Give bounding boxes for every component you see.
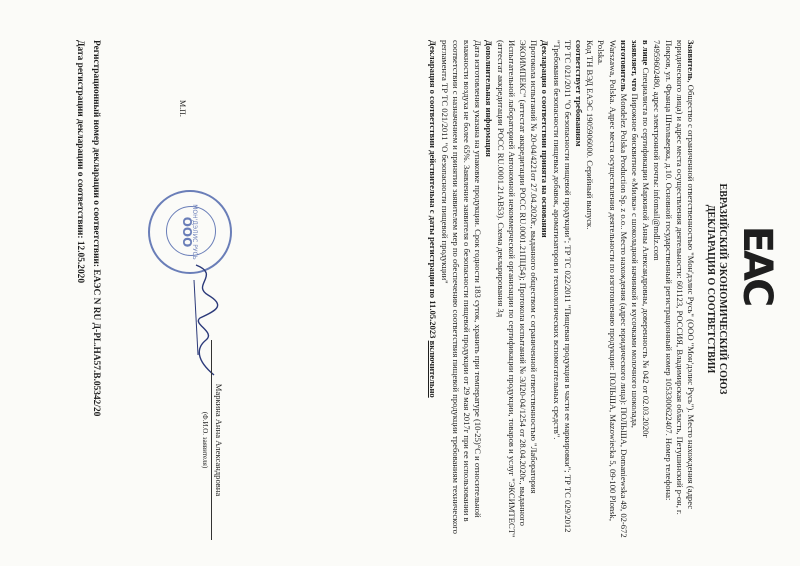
basis-label: Декларация о соответствии принята на основании — [540, 40, 551, 238]
registration-date-line — [72, 40, 88, 538]
stamp-ring-text: МОН'ДЭЛИС РУСЬ — [191, 204, 198, 260]
registration-block — [72, 40, 104, 538]
declares-label: заявляет, что — [629, 40, 640, 92]
registration-number-line — [88, 40, 104, 538]
validity-paragraph — [427, 40, 438, 538]
declares-text: Пирожное бисквитное «Милка» с шоколадной начинкой и кусочками молочного шоколада, — [629, 91, 640, 428]
code-paragraph: Код ТН ВЭД ЕАЭС 1905906000. Серийный выпуск. — [585, 40, 596, 230]
additional-text: Дата изготовления указана на упаковке продукции. Срок годности 183 суток, хранить при температуре (10-25)°C и относительной влажности воздуха не более 65%. Заявление заявителя о безопасности пищевой продукции от 29 мая 2017г при ее использовании в соответствии с назначением и принятии заявителем мер по обеспечению соответствия пищевой продукции требованиям технического регламента ТР ТС 021/2011 "О безопасности пищевой продукции" — [439, 40, 484, 534]
registration-date: 12.05.2020 — [75, 240, 85, 283]
signature-area — [154, 40, 234, 538]
signer-name: Маркина Анна Александровна — [214, 383, 224, 497]
registration-date-label: Дата регистрации декларации о соответствии: — [75, 40, 85, 239]
additional-label: Дополнительная информация — [484, 40, 495, 157]
stamp-place-label: М.П. — [178, 100, 187, 117]
declares-paragraph — [629, 40, 640, 538]
registration-number: ЕАЭС N RU Д-PL.HA57.B.05342/20 — [91, 269, 101, 417]
conforms-label: соответствует требованиям — [573, 40, 584, 147]
declaration-body — [427, 40, 696, 538]
manufacturer-text: Mondelez Polska Production Sp. z o.o.. Место нахождения (адрес юридического лица): ПОЛЬША, Domaniewska 49, 02-672 Warszawa, Polska. Адрес места осуществления деятельности по изготовлению продукции: ПОЛЬША, Mazowiecka 5, 09-100 Plonsk, Polska. — [596, 40, 629, 538]
manufacturer-paragraph — [595, 40, 629, 538]
stamp-center-text: ООО — [180, 216, 194, 248]
applicant-label: Заявитель — [686, 40, 696, 81]
representative-paragraph — [640, 40, 651, 538]
validity-date: 11.05.2023 — [428, 300, 439, 339]
conforms-text: ТР ТС 021/2011 "О безопасности пищевой продукции"; ТР ТС 022/2011 "Пищевая продукция в части ее маркировки"; ТР ТС 029/2012 "Требования безопасности пищевых добавок, ароматизаторов и технологических вспомогательных средств". — [551, 40, 573, 533]
basis-text: Протокола испытаний № 20-04/4221от 27.04.2020г., выданного обществом с ограниченной ответственностью "Лаборатория ЭКОИМПЕКС" (аттестат аккредитации РОСС RU.0001.21ПЦ54); Протокола испытаний № ЭЛ20-04/1254 от 28.04.2020г., выданного Испытательной лабораторией Автономной некоммерческой организации по сертификации продукции, товаров и услуг "ЭКСИМТЕСТ" (аттестат аккредитации РОСС RU.0001.21АВ53). Схема декларирования 3д — [495, 40, 540, 538]
eac-logo-text: ЕАС — [734, 225, 780, 305]
header-union: ЕВРАЗИЙСКИЙ ЭКОНОМИЧЕСКИЙ СОЮЗ — [717, 183, 728, 395]
header-title: ДЕКЛАРАЦИЯ О СООТВЕТСТВИИ — [705, 204, 716, 374]
signer-caption: (Ф.И.О. заявителя) — [199, 340, 212, 540]
document-header — [704, 40, 728, 538]
registration-number-label: Регистрационный номер декларации о соответствии: — [91, 40, 101, 268]
representative-label: в лице — [641, 40, 652, 66]
validity-label: Декларация о соответствии действительна с даты регистрации по — [428, 40, 439, 299]
applicant-text: , Общество с ограниченной ответственностью "Мон'дэлис Русь" (ООО "Мон'дэлис Русь"). Место нахождения (адрес юридического лица) и адрес места осуществления деятельности: 601123, РОССИЯ, Владимирская область, Петушинский р-он, г. Покров, ул. Франца Штольверка, д.10. Основной государственный регистрационный номер 1053300622407. Номер телефона: 74959602480, адрес электронной почты: infomail@mdlz.com — [652, 40, 696, 515]
applicant-paragraph — [651, 40, 696, 538]
manufacturer-label: изготовитель — [618, 40, 629, 92]
eac-logo — [734, 225, 780, 305]
representative-text: Специалиста по сертификации Маркиной Анны Александровны, доверенность № 042 от 02.03.2020г — [641, 65, 652, 438]
signer-block — [199, 340, 224, 540]
validity-suffix: включительно — [428, 340, 439, 398]
